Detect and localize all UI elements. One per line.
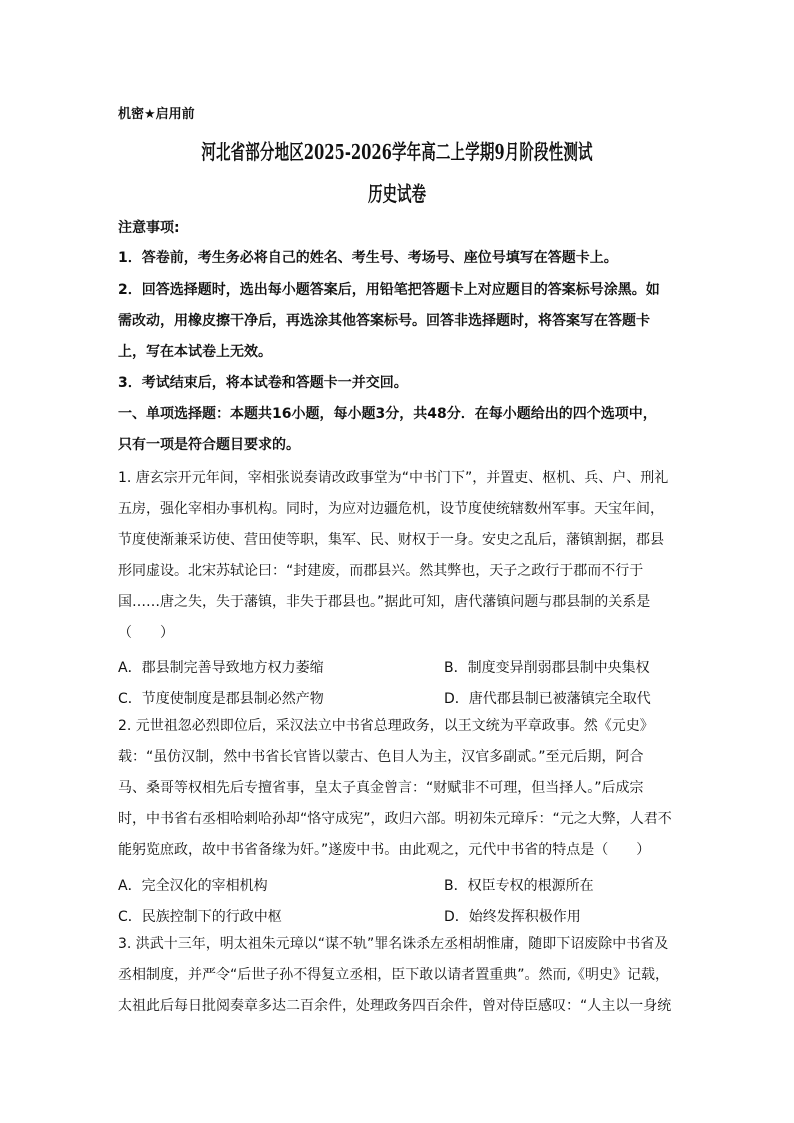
- question-1-text: 1. 唐玄宗开元年间，宰相张说奏请改政事堂为“中书门下”，并置吏、枢机、兵、户、刑礼: [118, 470, 669, 486]
- question-2-text: 能躬览庶政，故中书省备缘为奸。”遂废中书。由此观之，元代中书省的特点是（ ）: [118, 842, 651, 858]
- question-1-text: 国……唐之失，失于藩镇，非失于郡县也。”据此可知，唐代藩镇问题与郡县制的关系是: [118, 594, 651, 610]
- question-1-blank: （ ）: [118, 625, 174, 641]
- question-3-text: 丞相制度，并严令“后世子孙不得复立丞相，臣下敢以请者置重典”。然而,《明史》记载，: [118, 967, 669, 983]
- question-2-text: 时，中书省右丞相哈剌哈孙却“恪守成宪”，政归六部。明初朱元璋斥：“元之大弊，人君不: [118, 811, 672, 827]
- q1-option-b[interactable]: B．制度变异削弱郡县制中央集权: [444, 660, 650, 676]
- notice-heading: 注意事项:: [118, 220, 180, 236]
- question-2-text: 2. 元世祖忽必烈即位后，采汉法立中书省总理政务，以王文统为平章政事。然《元史》: [118, 718, 654, 734]
- section-heading: 一、单项选择题：本题共16小题，每小题3分，共48分．在每小题给出的四个选项中，: [118, 406, 657, 422]
- question-3-text: 3. 洪武十三年，明太祖朱元璋以“谋不轨”罪名诛杀左丞相胡惟庸，随即下诏废除中书省及: [118, 936, 669, 952]
- q1-option-c[interactable]: C．节度使制度是郡县制必然产物: [118, 691, 324, 707]
- q2-option-a[interactable]: A．完全汉化的宰相机构: [118, 878, 268, 894]
- question-3-text: 太祖此后每日批阅奏章多达二百余件，处理政务四百余件，曾对侍臣感叹：“人主以一身统: [118, 998, 672, 1014]
- notice-item: 1．答卷前，考生务必将自己的姓名、考生号、考场号、座位号填写在答题卡上。: [118, 250, 618, 266]
- question-1-text: 形同虚设。北宋苏轼论曰：“封建废，而郡县兴。然其弊也，天子之政行于郡而不行于: [118, 563, 644, 579]
- q2-option-c[interactable]: C．民族控制下的行政中枢: [118, 909, 282, 925]
- q1-option-d[interactable]: D．唐代郡县制已被藩镇完全取代: [444, 691, 651, 707]
- question-2-text: 马、桑哥等权相先后专擅省事，皇太子真金曾言：“财赋非不可理，但当择人。”后成宗: [118, 780, 644, 796]
- q2-option-b[interactable]: B．权臣专权的根源所在: [444, 878, 594, 894]
- notice-item: 上，写在本试卷上无效。: [118, 344, 272, 360]
- section-heading-cont: 只有一项是符合题目要求的。: [118, 437, 300, 453]
- notice-item: 3．考试结束后，将本试卷和答题卡一并交回。: [118, 375, 408, 391]
- exam-title: 河北省部分地区2025-2026学年高二上学期9月阶段性测试: [201, 140, 593, 164]
- notice-item: 需改动，用橡皮擦干净后，再选涂其他答案标号。回答非选择题时，将答案写在答题卡: [118, 313, 650, 329]
- question-1-text: 五房，强化宰相办事机构。同时，为应对边疆危机，设节度使统辖数州军事。天宝年间，: [118, 501, 664, 517]
- exam-subject: 历史试卷: [367, 182, 427, 206]
- notice-item: 2．回答选择题时，选出每小题答案后，用铅笔把答题卡上对应题目的答案标号涂黑。如: [118, 282, 660, 298]
- question-1-text: 节度使渐兼采访使、营田使等职，集军、民、财权于一身。安史之乱后，藩镇割据，郡县: [118, 532, 664, 548]
- q1-option-a[interactable]: A．郡县制完善导致地方权力萎缩: [118, 660, 324, 676]
- secret-mark: 机密★启用前: [118, 107, 195, 122]
- q2-option-d[interactable]: D．始终发挥积极作用: [444, 909, 581, 925]
- question-2-text: 载：“虽仿汉制，然中书省长官皆以蒙古、色目人为主，汉官多副贰。”至元后期，阿合: [118, 749, 644, 765]
